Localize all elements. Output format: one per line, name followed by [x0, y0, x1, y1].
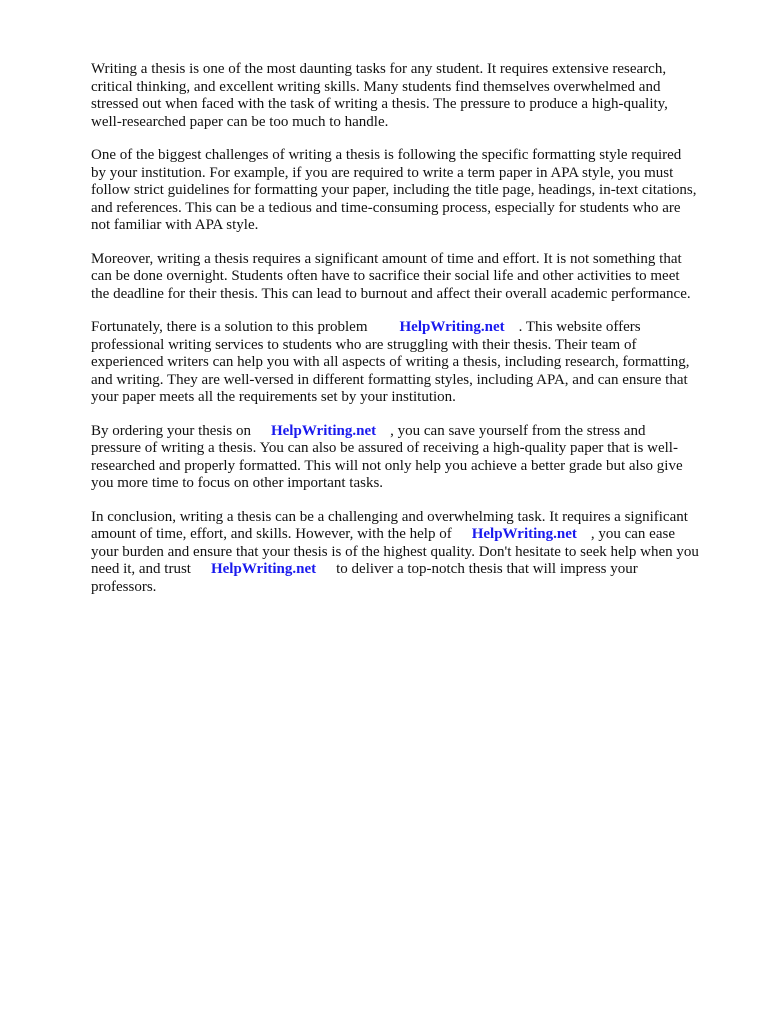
paragraph-time-effort: Moreover, writing a thesis requires a significant amount of time and effort. It is not something that can be done overnight. Students often have to sacrifice their social life and other activities to meet the deadline for their thesis. This can lead to burnout and affect their overall academic performance.	[91, 250, 691, 302]
document-body	[91, 61, 731, 612]
helpwriting-link-4[interactable]: HelpWriting.net	[210, 561, 317, 577]
paragraph-solution-text-before: Fortunately, there is a solution to this problem	[91, 319, 368, 335]
paragraph-conclusion-text-before: In conclusion, writing a thesis can be a challenging and overwhelming task. It requires a significant amount of time, effort, and skills. However, with the help of	[91, 508, 688, 542]
paragraph-formatting: One of the biggest challenges of writing a thesis is following the specific formatting style required by your institution. For example, if you are required to write a term paper in APA style, you must follow strict guidelines for formatting your paper, including the title page, headings, in-text citations, and references. This can be a tedious and time-consuming process, especially for students who are not familiar with APA style.	[91, 147, 697, 233]
paragraph-ordering-text-after: , you can save yourself from the stress and pressure of writing a thesis. You can also be assured of receiving a high-quality paper that is well- researched and properly formatted. This will not only help you achieve a better grade but also give you more time to focus on other important tasks.	[91, 422, 683, 491]
helpwriting-link-1[interactable]: HelpWriting.net	[399, 319, 505, 335]
helpwriting-link-2[interactable]: HelpWriting.net	[270, 422, 377, 439]
paragraph-solution-text-after: . This website offers professional writing services to students who are struggling with their thesis. Their team of experienced writers can help you with all aspects of writing a thesis, including research, formatting, and writing. They are well-versed in different formatting styles, including APA, and can ensure that your paper meets all the requirements set by your institution.	[91, 319, 690, 405]
paragraph-conclusion-text-after: to deliver a top-notch thesis that will impress your professors.	[91, 561, 638, 595]
paragraph-solution	[91, 319, 731, 407]
paragraph-ordering-text-before: By ordering your thesis on	[91, 422, 251, 439]
paragraph-ordering	[91, 423, 731, 493]
paragraph-intro: Writing a thesis is one of the most daunting tasks for any student. It requires extensive research, critical thinking, and excellent writing skills. Many students find themselves overwhelmed and stressed out when faced with the task of writing a thesis. The pressure to produce a high-quality, well-researched paper can be too much to handle.	[91, 61, 668, 130]
paragraph-conclusion	[91, 509, 731, 597]
paragraph-conclusion-text-middle: , you can ease your burden and ensure that your thesis is of the highest quality. Don't hesitate to seek help when you need it, and trust	[91, 526, 699, 577]
helpwriting-link-3[interactable]: HelpWriting.net	[471, 526, 577, 542]
